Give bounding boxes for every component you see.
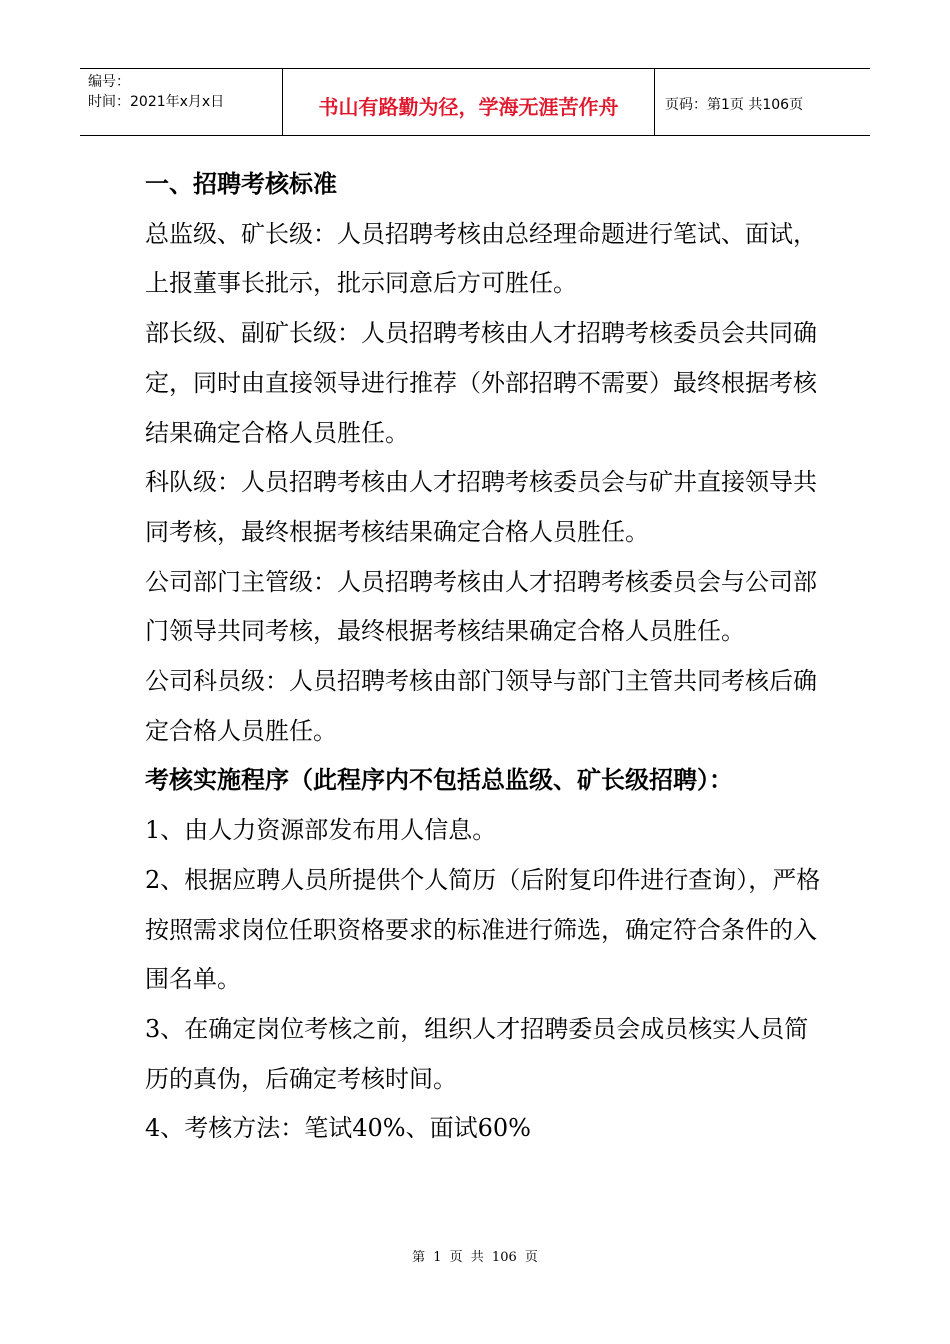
header-date: 时间：2021年x月x日 [88,94,225,110]
page-footer: 第 1 页 共 106 页 [412,1250,538,1265]
header-meta [80,69,283,135]
header-page-info: 页码：第1页 共106页 [665,97,804,113]
procedure-heading: 考核实施程序（此程序内不包括总监级、矿长级招聘）： [145,766,733,795]
procedure-step: 4、考核方法：笔试40%、面试60% [145,1114,531,1143]
paragraph: 公司科员级：人员招聘考核由部门领导与部门主管共同考核后确定合格人员胜任。 [145,667,817,745]
paragraph: 总监级、矿长级：人员招聘考核由总经理命题进行笔试、面试，上报董事长批示，批示同意后方可胜任。 [145,219,817,298]
page-header [80,68,870,136]
procedure-step: 1、由人力资源部发布用人信息。 [145,816,497,845]
section-heading: 一、招聘考核标准 [145,170,337,198]
paragraph: 公司部门主管级：人员招聘考核由人才招聘考核委员会与公司部门领导共同考核，最终根据考核结果确定合格人员胜任。 [145,567,817,646]
procedure-step: 2、根据应聘人员所提供个人简历（后附复印件进行查询），严格按照需求岗位任职资格要求的标准进行筛选，确定符合条件的入围名单。 [145,865,821,994]
procedure-step: 3、在确定岗位考核之前，组织人才招聘委员会成员核实人员简历的真伪，后确定考核时间。 [145,1014,809,1093]
header-number-label: 编号： [88,74,130,90]
paragraph: 科队级：人员招聘考核由人才招聘考核委员会与矿井直接领导共同考核，最终根据考核结果确定合格人员胜任。 [145,468,817,546]
document-body [145,160,825,1154]
paragraph: 部长级、副矿长级：人员招聘考核由人才招聘考核委员会共同确定，同时由直接领导进行推荐（外部招聘不需要）最终根据考核结果确定合格人员胜任。 [145,319,817,447]
header-motto: 书山有路勤为径，学海无涯苦作舟 [283,69,655,135]
